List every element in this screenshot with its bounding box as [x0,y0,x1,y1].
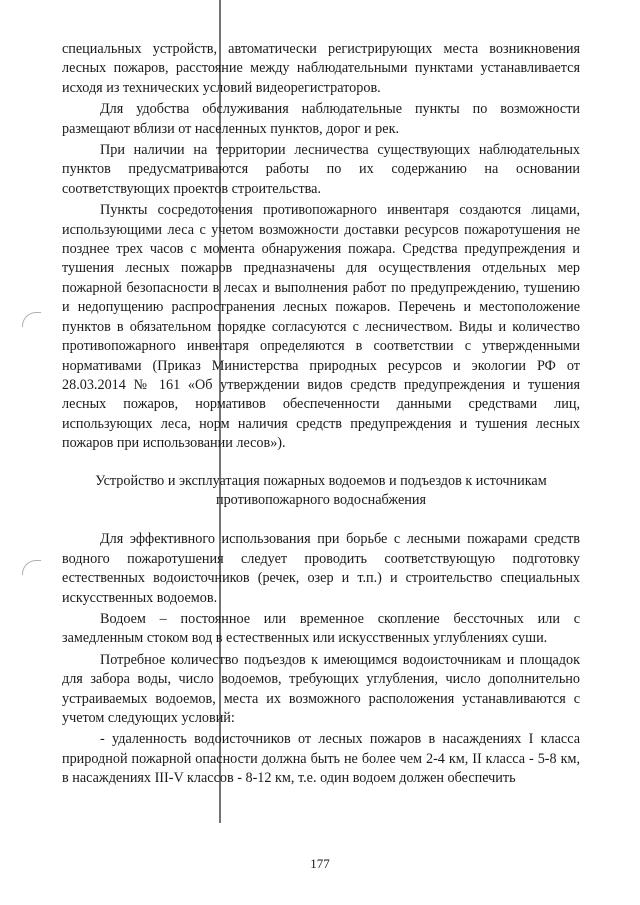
section-heading-line: Устройство и эксплуатация пожарных водоемов и подъездов к источникам [95,472,547,489]
page-number: 177 [310,856,330,871]
section-heading [62,472,580,511]
section-heading-line: противопожарного водоснабжения [215,491,427,508]
document-body [62,40,580,791]
paragraph: Для удобства обслуживания наблюдательные пункты по возможности размещают вблизи от населенных пунктов, дорог и рек. [62,101,580,137]
paragraph: Водоем – постоянное или временное скопление бессточных или с замедленным стоком вод в естественных или искусственных углублениях суши. [62,610,580,647]
punch-hole-mark [22,312,41,327]
paragraph: Пункты сосредоточения противопожарного инвентаря создаются лицами, использующими леса с учетом возможности доставки ресурсов пожаротушения не позднее трех часов с момента обнаружения пожара. Средства предупреждения и тушения лесных пожаров предназначены для осуществления отдельных мер пожарной безопасности в лесах и выполнения работ по предупреждению, тушению и недопущению распространения лесных пожаров. Перечень и местоположение пунктов в обязательном порядке согласуются с лесничеством. Виды и количество противопожарного инвентаря определяются в соответствии с утвержденными нормативами (Приказ Министерства природных ресурсов и экологии РФ от 28.03.2014 № 161 «Об утверждении видов средств предупреждения и тушения лесных пожаров, нормативов обеспеченности данными средствами лиц, использующих леса, норм наличия средств предупреждения и тушения лесных пожаров при использовании лесов»). [62,202,580,452]
paragraph: - удаленность водоисточников от лесных пожаров в насаждениях I класса природной пожарной опасности должна быть не более чем 2-4 км, II класса - 5-8 км, в насаждениях III-V классов - 8-12 км, т.е. один водоем должен обеспечить [62,731,580,787]
paragraph: При наличии на территории лесничества существующих наблюдательных пунктов предусматриваются работы по их содержанию на основании соответствующих проектов строительства. [62,142,580,197]
paragraph: Потребное количество подъездов к имеющимся водоисточникам и площадок для забора воды, число водоемов, требующих углубления, число дополнительно устраиваемых водоемов, места их возможного расположения устанавливаются с учетом следующих условий: [62,651,580,726]
punch-hole-mark [22,560,41,575]
paragraph: Для эффективного использования при борьбе с лесными пожарами средств водного пожаротушения следует проводить соответствующую подготовку естественных водоисточников (речек, озер и т.п.) и строительство специальных искусственных водоемов. [62,531,580,606]
paragraph: специальных устройств, автоматически регистрирующих места возникновения лесных пожаров, расстояние между наблюдательными пунктами устанавливается исходя из технических условий видеорегистраторов. [62,41,580,96]
